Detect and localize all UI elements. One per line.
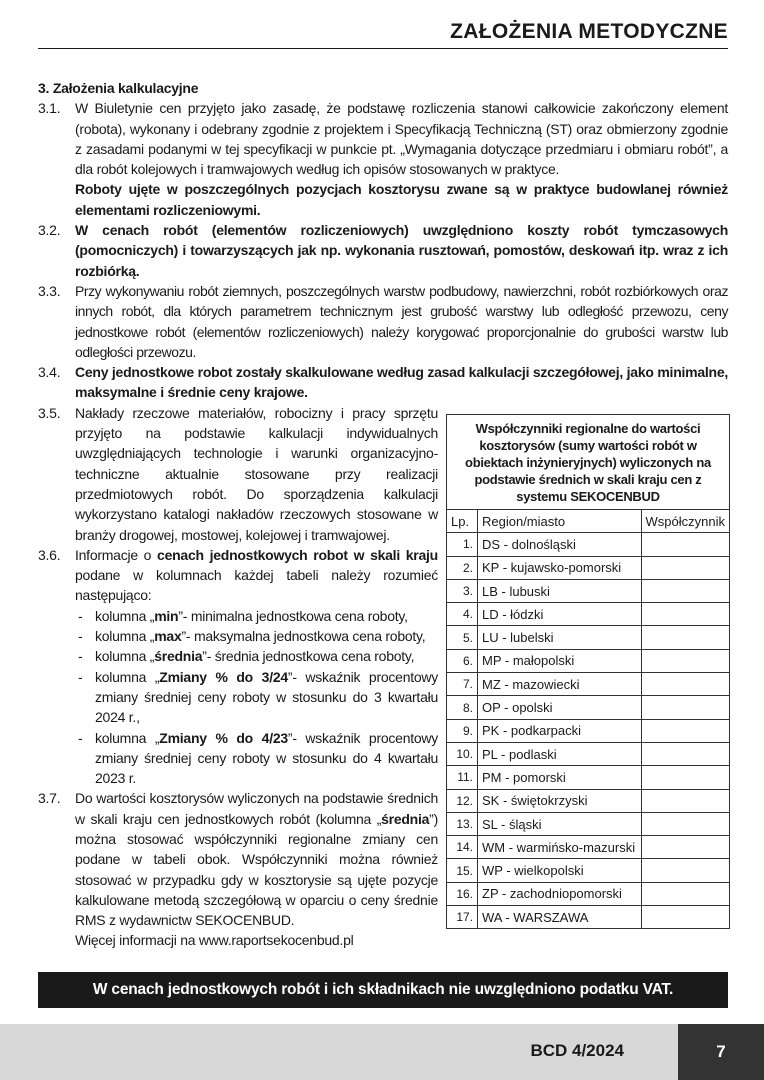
cell-coef <box>641 533 729 556</box>
cell-region: WA - WARSZAWA <box>478 906 642 929</box>
table-row <box>447 836 729 859</box>
item-number: 3.1. <box>38 100 61 117</box>
item-number: 3.3. <box>38 282 61 299</box>
table-row <box>447 626 729 649</box>
cell-coef <box>641 673 729 696</box>
list-item: - kolumna „Zmiany % do 3/24”- wskaźnik procentowy zmiany średniej ceny roboty w stosunku do 3 kwartału 2024 r., <box>78 668 439 726</box>
item-text: ”) można stosować współczynniki regionalne zmiany cen podane w tabeli obok. Współczynniki można również stosować w przypadku gdy w kosztorysie są ujęte pozycje kalkulowane metodą szczegółową w oparciu o ceny średnie RMS z wydawnictw SEKOCENBUD. <box>75 810 438 929</box>
coef-table-title: Współczynniki regionalne do wartości kosztorysów (sumy wartości robót w obiektach inżynieryjnych) wyliczonych na podstawie średnich w skali kraju cen z systemu SEKOCENBUD <box>447 415 729 510</box>
header-region: Region/miasto <box>478 510 642 533</box>
cell-coef <box>641 906 729 929</box>
vat-notice-bar: W cenach jednostkowych robót i ich składnikach nie uwzględniono podatku VAT. <box>38 972 728 1008</box>
cell-coef <box>641 626 729 649</box>
issue-label: BCD 4/2024 <box>530 1041 624 1060</box>
cell-lp: 6. <box>447 649 478 672</box>
cell-region: KP - kujawsko-pomorski <box>478 556 642 579</box>
cell-lp: 17. <box>447 906 478 929</box>
table-row <box>447 742 729 765</box>
table-row <box>447 789 729 812</box>
cell-lp: 10. <box>447 742 478 765</box>
cell-region: WM - warmińsko-mazurski <box>478 836 642 859</box>
cell-region: LB - lubuski <box>478 579 642 602</box>
item-text: Do wartości kosztorysów wyliczonych na podstawie średnich w skali kraju cen jednostkowych robót (kolumna „ <box>75 790 438 827</box>
cell-lp: 5. <box>447 626 478 649</box>
item-text-bold: W cenach robót (elementów rozliczeniowych) uwzględniono koszty robót tymczasowych (pomocniczych) i towarzyszących jak np. wykonania rusztowań, pomostów, deskowań itp. wraz z ich rozbiórką. <box>75 222 728 279</box>
item-number: 3.7. <box>38 790 61 807</box>
cell-lp: 7. <box>447 673 478 696</box>
cell-coef <box>641 579 729 602</box>
cell-lp: 16. <box>447 882 478 905</box>
page-header-title: ZAŁOŻENIA METODYCZNE <box>450 20 728 43</box>
table-row <box>447 603 729 626</box>
item-text: podane w kolumnach każdej tabeli należy rozumieć następująco: <box>75 567 438 604</box>
item-text-bold: średnia <box>381 810 430 827</box>
cell-region: LU - lubelski <box>478 626 642 649</box>
table-row <box>447 906 729 929</box>
table-row <box>447 766 729 789</box>
left-column <box>38 403 438 951</box>
cell-lp: 3. <box>447 579 478 602</box>
table-row <box>447 696 729 719</box>
table-row <box>447 649 729 672</box>
footer <box>0 1024 764 1080</box>
cell-lp: 13. <box>447 812 478 835</box>
item-number: 3.2. <box>38 222 61 239</box>
table-row <box>447 556 729 579</box>
table-header-row <box>447 510 729 533</box>
item-number: 3.4. <box>38 364 61 381</box>
cell-coef <box>641 859 729 882</box>
item-text: Przy wykonywaniu robót ziemnych, poszczególnych warstw podbudowy, nawierzchni, robót rozbiórkowych oraz innych robót, dla których parametrem technicznym jest grubość warstwy lub odległość przewozu, ceny jednostkowe robót (elementów rozliczeniowych) należy korygować proporcjonalnie do grubości warstw lub odległości przewozu. <box>75 282 728 360</box>
cell-lp: 11. <box>447 766 478 789</box>
header-lp: Lp. <box>447 510 478 533</box>
regional-coefficients-box <box>446 414 730 929</box>
table-row <box>447 859 729 882</box>
item-3-2 <box>38 220 728 281</box>
header-rule <box>38 48 728 49</box>
item-3-4 <box>38 362 728 403</box>
table-row <box>447 882 729 905</box>
header-coef: Współczynnik <box>641 510 729 533</box>
cell-coef <box>641 556 729 579</box>
item-text: Nakłady rzeczowe materiałów, robocizny i pracy sprzętu przyjęto na podstawie kalkulacji indywidualnych uwzględniających technologie i warunki organizacyjno-techniczne aktualnie stosowane przy realizacji przedmiotowych robót. Do sporządzenia kalkulacji wykorzystano katalogi nakładów rzeczowych stosowane w branży drogowej, mostowej, kolejowej i tramwajowej. <box>75 404 438 543</box>
cell-region: MZ - mazowiecki <box>478 673 642 696</box>
table-row <box>447 533 729 556</box>
cell-lp: 1. <box>447 533 478 556</box>
item-3-1 <box>38 98 728 220</box>
cell-region: PK - podkarpacki <box>478 719 642 742</box>
item-3-7 <box>38 788 438 930</box>
cell-lp: 9. <box>447 719 478 742</box>
cell-coef <box>641 882 729 905</box>
item-text-bold: Roboty ujęte w poszczególnych pozycjach kosztorysu zwane są w praktyce budowlanej również elementami rozliczeniowymi. <box>75 181 728 218</box>
cell-coef <box>641 696 729 719</box>
cell-lp: 14. <box>447 836 478 859</box>
cell-region: PM - pomorski <box>478 766 642 789</box>
item-3-5 <box>38 403 438 545</box>
cell-lp: 15. <box>447 859 478 882</box>
cell-lp: 4. <box>447 603 478 626</box>
coef-table <box>447 510 729 928</box>
item-text-bold: cenach jednostkowych robot w skali kraju <box>157 546 438 563</box>
cell-coef <box>641 742 729 765</box>
cell-region: DS - dolnośląski <box>478 533 642 556</box>
more-info-link[interactable]: Więcej informacji na www.raportsekocenbud.pl <box>75 932 354 949</box>
table-row <box>447 673 729 696</box>
cell-region: PL - podlaski <box>478 742 642 765</box>
cell-coef <box>641 766 729 789</box>
cell-coef <box>641 603 729 626</box>
list-item: - kolumna „Zmiany % do 4/23”- wskaźnik procentowy zmiany średniej ceny roboty w stosunku do 4 kwartału 2023 r. <box>78 729 439 787</box>
page-number: 7 <box>678 1024 764 1080</box>
cell-coef <box>641 719 729 742</box>
column-definitions-list <box>75 606 438 789</box>
item-text: W Biuletynie cen przyjęto jako zasadę, że podstawę rozliczenia stanowi całkowicie zakończony element (robota), wykonany i odebrany zgodnie z projektem i Specyfikacją Techniczną (ST) oraz obmierzony zgodnie z zasadami podanymi w tej specyfikacji w punkcie pt. „Wymagania dotyczące przedmiaru i obmiaru robót”, a dla robót kolejowych i tramwajowych według ich opisów stosowanych w praktyce. <box>75 100 728 178</box>
cell-coef <box>641 789 729 812</box>
cell-lp: 12. <box>447 789 478 812</box>
item-3-3 <box>38 281 728 362</box>
cell-region: WP - wielkopolski <box>478 859 642 882</box>
item-number: 3.5. <box>38 404 61 421</box>
item-3-6 <box>38 545 438 789</box>
list-item: - kolumna „max”- maksymalna jednostkowa cena roboty, <box>78 628 426 645</box>
cell-region: LD - łódzki <box>478 603 642 626</box>
cell-lp: 2. <box>447 556 478 579</box>
list-item: - kolumna „min”- minimalna jednostkowa cena roboty, <box>78 607 408 624</box>
cell-region: ZP - zachodniopomorski <box>478 882 642 905</box>
table-row <box>447 579 729 602</box>
cell-lp: 8. <box>447 696 478 719</box>
cell-region: OP - opolski <box>478 696 642 719</box>
table-row <box>447 719 729 742</box>
cell-region: SK - świętokrzyski <box>478 789 642 812</box>
cell-coef <box>641 836 729 859</box>
cell-coef <box>641 649 729 672</box>
cell-region: SL - śląski <box>478 812 642 835</box>
list-item: - kolumna „średnia”- średnia jednostkowa cena roboty, <box>78 648 415 665</box>
item-text: Informacje o <box>75 546 158 563</box>
section-title: 3. Założenia kalkulacyjne <box>38 80 199 96</box>
item-text-bold: Ceny jednostkowe robot zostały skalkulowane według zasad kalkulacji szczegółowej, jako minimalne, maksymalne i średnie ceny krajowe. <box>75 364 728 401</box>
cell-coef <box>641 812 729 835</box>
cell-region: MP - małopolski <box>478 649 642 672</box>
table-row <box>447 812 729 835</box>
item-number: 3.6. <box>38 546 61 563</box>
